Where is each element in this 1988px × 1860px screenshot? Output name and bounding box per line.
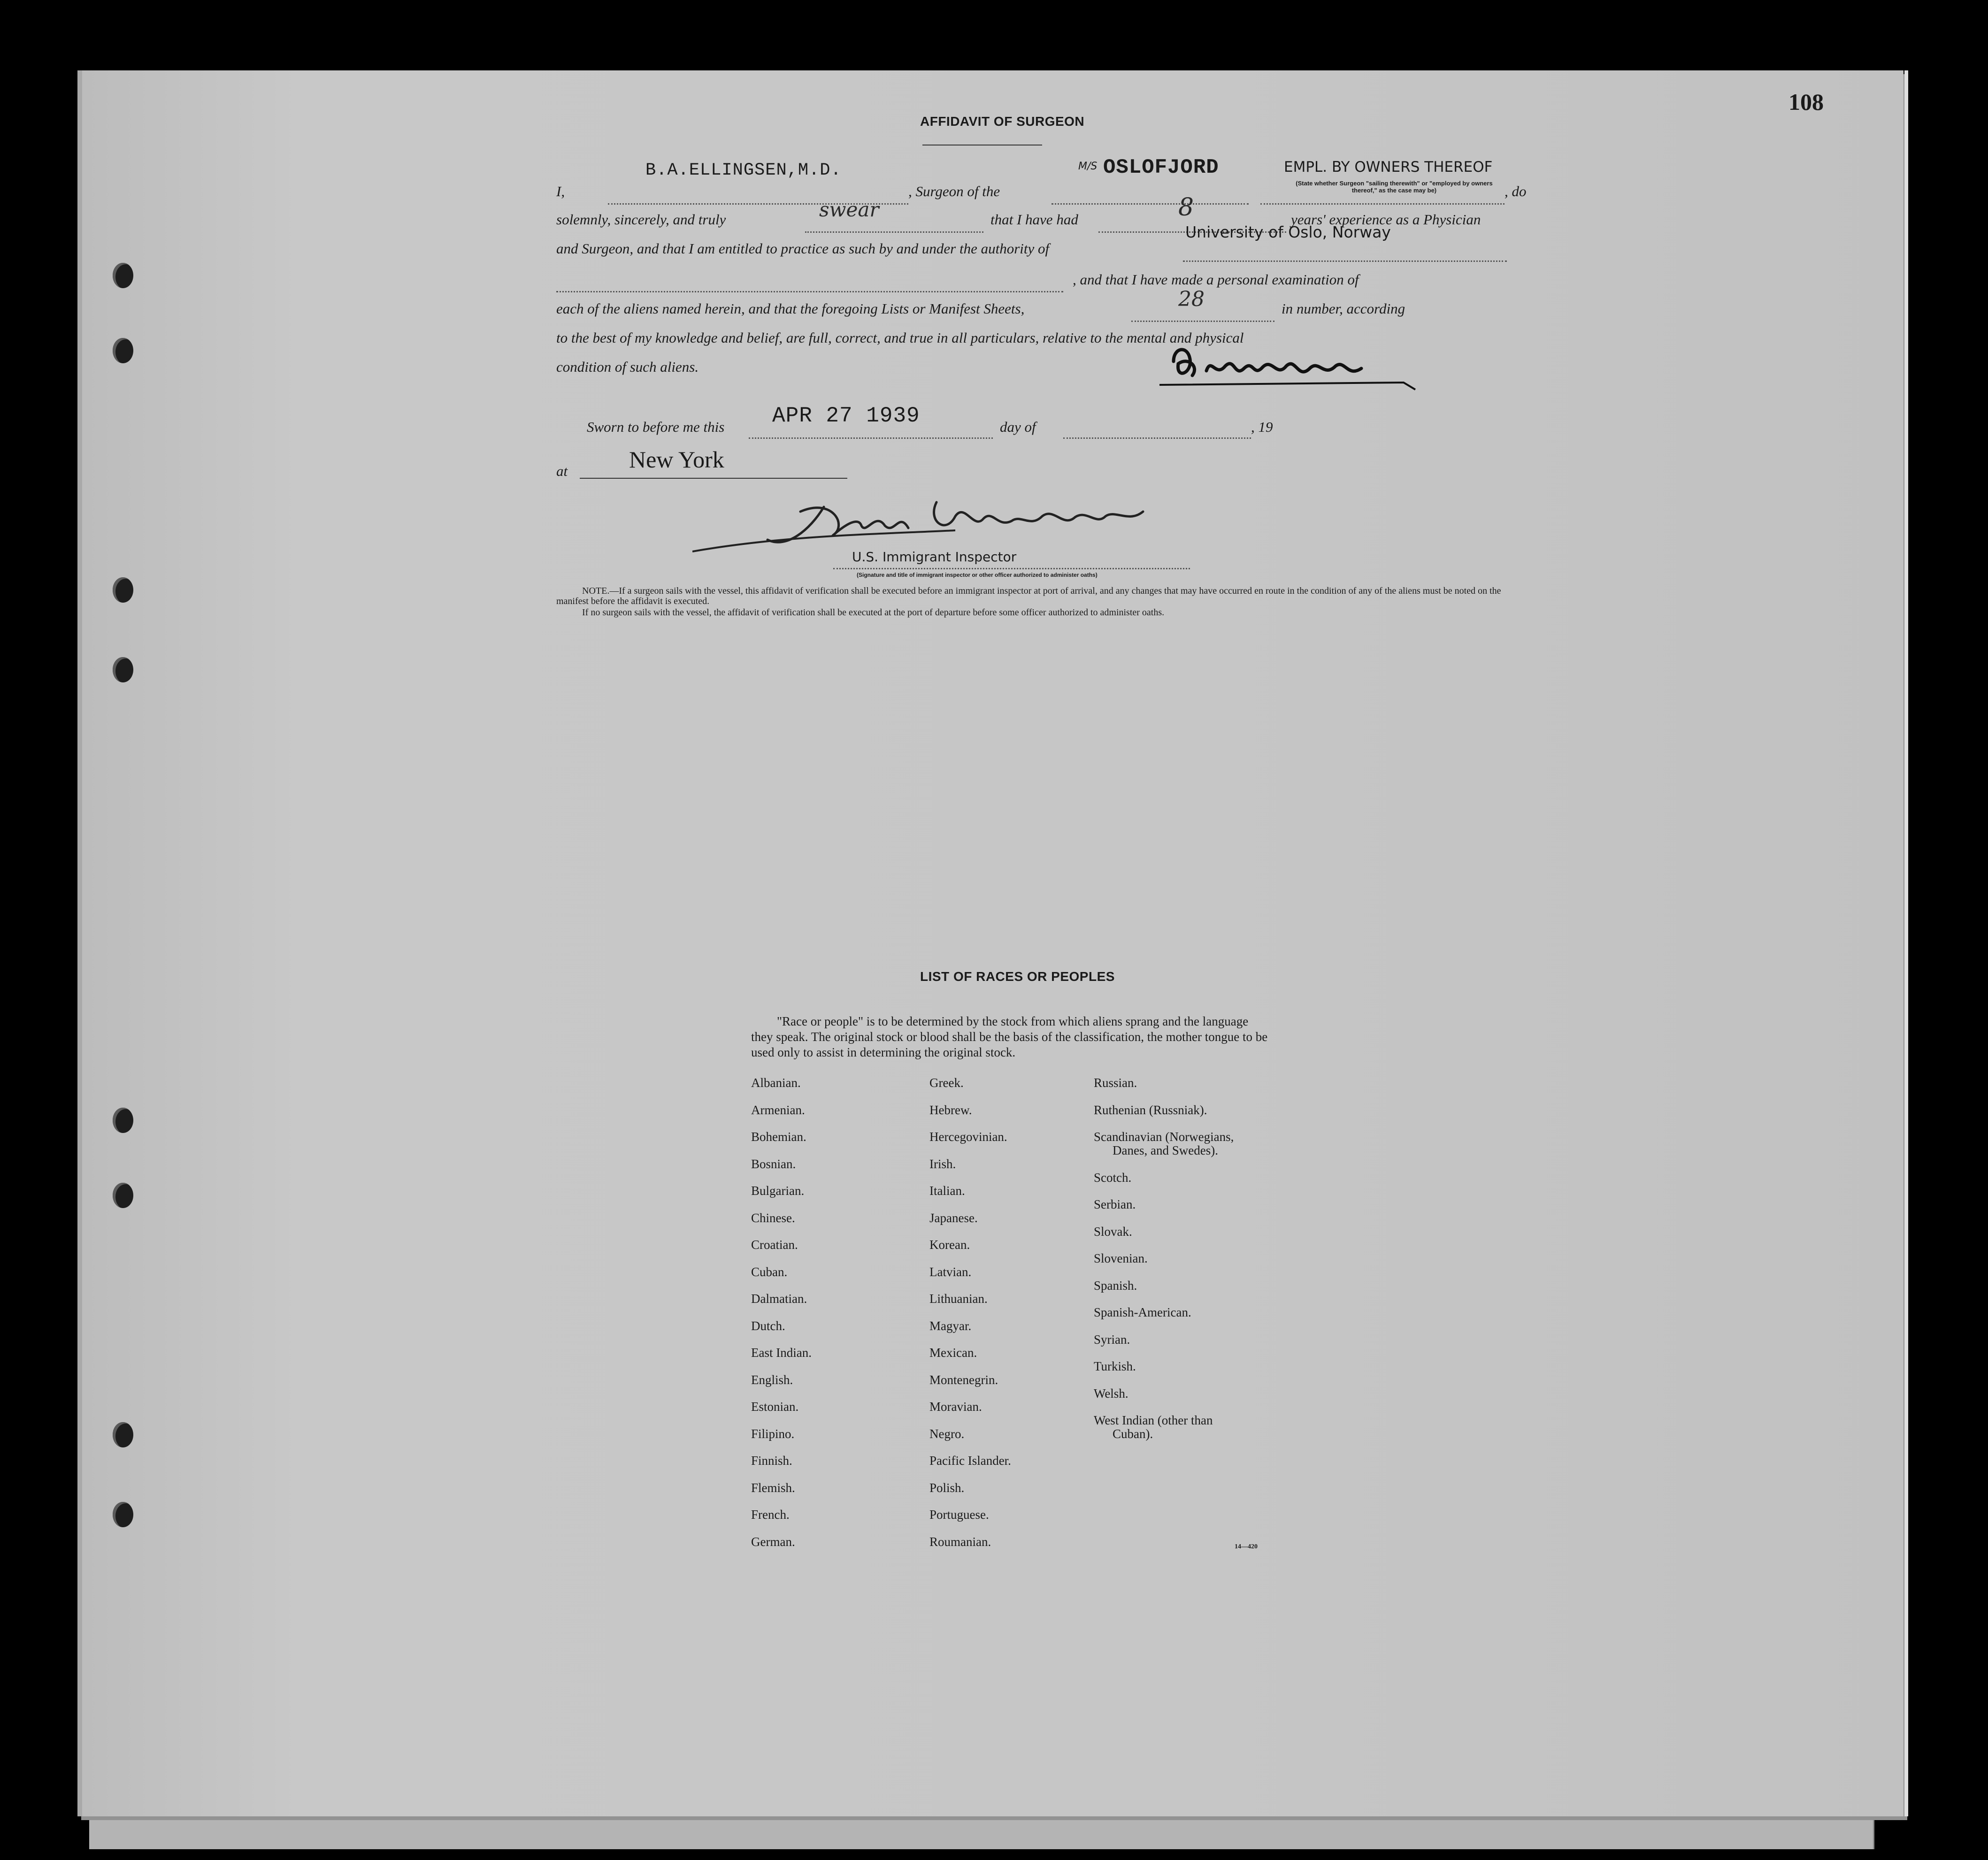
l1-end: , do bbox=[1504, 183, 1527, 199]
binder-hole bbox=[113, 338, 133, 363]
race-item: Latvian. bbox=[929, 1264, 972, 1279]
race-item: Scandinavian (Norwegians, bbox=[1094, 1130, 1234, 1144]
employment-type: EMPL. BY OWNERS THEREOF bbox=[1284, 159, 1493, 176]
race-item: Montenegrin. bbox=[929, 1372, 998, 1387]
race-item: Dutch. bbox=[751, 1318, 785, 1333]
employment-note: (State whether Surgeon "sailing therewith" or "employed by owners thereof," as the case may be) bbox=[1296, 180, 1493, 194]
race-item: Hebrew. bbox=[929, 1102, 972, 1117]
race-item: Spanish. bbox=[1094, 1278, 1137, 1293]
authority-value: University of Oslo, Norway bbox=[1185, 223, 1391, 241]
ship-name: OSLOFJORD bbox=[1103, 156, 1219, 179]
race-item: Hercegovinian. bbox=[929, 1130, 1007, 1144]
l1-prefix: I, bbox=[556, 183, 565, 199]
race-item: Moravian. bbox=[929, 1400, 982, 1414]
sworn-start: Sworn to before me this bbox=[587, 419, 725, 435]
l2-mid: that I have had bbox=[990, 211, 1078, 228]
race-item: Greek. bbox=[929, 1076, 964, 1090]
l5-start: each of the aliens named herein, and that the foregoing Lists or Manifest Sheets, bbox=[556, 300, 1025, 317]
sheets-value: 28 bbox=[1178, 287, 1205, 311]
authority-line-2 bbox=[556, 291, 1063, 292]
race-item: Flemish. bbox=[751, 1480, 795, 1495]
race-item: Polish. bbox=[929, 1480, 965, 1495]
inspector-title: U.S. Immigrant Inspector bbox=[852, 549, 1017, 565]
binder-hole bbox=[113, 1422, 133, 1447]
race-item: German. bbox=[751, 1534, 795, 1549]
sworn-date: APR 27 1939 bbox=[772, 404, 920, 428]
oath-word: swear bbox=[819, 198, 879, 221]
race-item: Chinese. bbox=[751, 1210, 795, 1225]
inspector-note: (Signature and title of immigrant inspector or other officer authorized to administer oaths) bbox=[857, 572, 1098, 578]
ship-line bbox=[1052, 203, 1249, 205]
race-item: English. bbox=[751, 1372, 793, 1387]
note-1: NOTE.—If a surgeon sails with the vessel, this affidavit of verification shall be executed before an immigrant inspector at port of arrival, and any changes that may have occurred en route in the condition of any of the aliens must be noted on the manifest before the affidavit is executed. bbox=[556, 586, 1501, 606]
race-item: Spanish-American. bbox=[1094, 1305, 1191, 1319]
race-item: Albanian. bbox=[751, 1076, 801, 1090]
race-item: Portuguese. bbox=[929, 1508, 989, 1522]
at-label: at bbox=[556, 463, 568, 479]
authority-line bbox=[1183, 260, 1507, 262]
years-value: 8 bbox=[1178, 193, 1194, 222]
race-item: Negro. bbox=[929, 1426, 965, 1441]
race-item: Welsh. bbox=[1094, 1386, 1128, 1401]
race-item: Armenian. bbox=[751, 1102, 805, 1117]
race-item: Turkish. bbox=[1094, 1359, 1136, 1373]
race-item: Bohemian. bbox=[751, 1130, 806, 1144]
page-number: 108 bbox=[1788, 89, 1824, 115]
sworn-month-line bbox=[1063, 437, 1251, 439]
race-item: Magyar. bbox=[929, 1318, 972, 1333]
race-item: East Indian. bbox=[751, 1346, 812, 1360]
race-item: Korean. bbox=[929, 1238, 970, 1252]
races-title: LIST OF RACES OR PEOPLES bbox=[920, 969, 1115, 984]
race-item: French. bbox=[751, 1508, 790, 1522]
race-item: Slovenian. bbox=[1094, 1251, 1148, 1265]
ship-prefix: M/S bbox=[1078, 161, 1098, 172]
race-item: Lithuanian. bbox=[929, 1292, 988, 1306]
l5-end: in number, according bbox=[1282, 300, 1405, 317]
race-item: Roumanian. bbox=[929, 1534, 991, 1549]
race-item: Pacific Islander. bbox=[929, 1454, 1011, 1468]
place-line bbox=[580, 478, 847, 479]
race-item: Scotch. bbox=[1094, 1171, 1132, 1185]
race-item: Danes, and Swedes). bbox=[1113, 1143, 1218, 1157]
place-value: New York bbox=[629, 446, 724, 473]
employment-line bbox=[1260, 203, 1504, 205]
oath-line bbox=[805, 231, 983, 233]
binder-hole bbox=[113, 577, 133, 603]
races-intro: "Race or people" is to be determined by the stock from which aliens sprang and the language they speak. The original stock or blood shall be the basis of the classification, the mother tongue to be used only to assist in determining the original stock. bbox=[751, 1014, 1268, 1059]
manifest-page bbox=[77, 70, 1904, 1816]
surgeon-signature bbox=[1155, 338, 1418, 397]
l2-start: solemnly, sincerely, and truly bbox=[556, 211, 726, 228]
race-item: Mexican. bbox=[929, 1346, 977, 1360]
race-item: Finnish. bbox=[751, 1454, 792, 1468]
sworn-day: day of bbox=[1000, 419, 1036, 435]
race-item: Croatian. bbox=[751, 1238, 798, 1252]
l2-end: years' experience as a Physician bbox=[1291, 211, 1481, 228]
note-2: If no surgeon sails with the vessel, the affidavit of verification shall be executed at the port of departure before some officer authorized to administer oaths. bbox=[582, 607, 1165, 618]
race-item: Irish. bbox=[929, 1156, 956, 1171]
race-item: Cuban. bbox=[751, 1264, 788, 1279]
race-item: Estonian. bbox=[751, 1400, 799, 1414]
page-edge bbox=[1904, 70, 1908, 1816]
l4-end: , and that I have made a personal examination of bbox=[1073, 271, 1359, 288]
race-item: Bosnian. bbox=[751, 1156, 796, 1171]
race-item: Italian. bbox=[929, 1184, 965, 1198]
binder-hole bbox=[113, 1183, 133, 1208]
form-number: 14—420 bbox=[1235, 1543, 1258, 1550]
binder-hole bbox=[113, 1108, 133, 1133]
sworn-date-line bbox=[749, 437, 993, 439]
inspector-line bbox=[833, 568, 1190, 569]
binder-hole bbox=[113, 263, 133, 288]
l6: to the best of my knowledge and belief, are full, correct, and true in all particulars, relative to the mental and physical bbox=[556, 329, 1244, 346]
race-item: Ruthenian (Russniak). bbox=[1094, 1103, 1207, 1117]
l7: condition of such aliens. bbox=[556, 359, 699, 375]
binder-hole bbox=[113, 657, 133, 682]
race-item: Filipino. bbox=[751, 1426, 795, 1441]
race-item: Slovak. bbox=[1094, 1225, 1132, 1239]
race-item: Dalmatian. bbox=[751, 1292, 807, 1306]
race-item: Bulgarian. bbox=[751, 1184, 805, 1198]
affidavit-title: AFFIDAVIT OF SURGEON bbox=[920, 114, 1085, 129]
binder-hole bbox=[113, 1502, 133, 1527]
surgeon-name: B.A.ELLINGSEN,M.D. bbox=[645, 161, 842, 180]
l1-mid: , Surgeon of the bbox=[908, 183, 1000, 199]
race-item: Serbian. bbox=[1094, 1197, 1136, 1211]
sworn-year: , 19 bbox=[1251, 419, 1273, 435]
race-item: Syrian. bbox=[1094, 1332, 1130, 1347]
race-item: Russian. bbox=[1094, 1076, 1137, 1090]
race-item: West Indian (other than bbox=[1094, 1413, 1213, 1427]
l3-start: and Surgeon, and that I am entitled to practice as such by and under the authority of bbox=[556, 240, 1050, 257]
race-item: Japanese. bbox=[929, 1210, 978, 1225]
sheets-line bbox=[1131, 321, 1274, 322]
race-item: Cuban). bbox=[1113, 1427, 1153, 1441]
